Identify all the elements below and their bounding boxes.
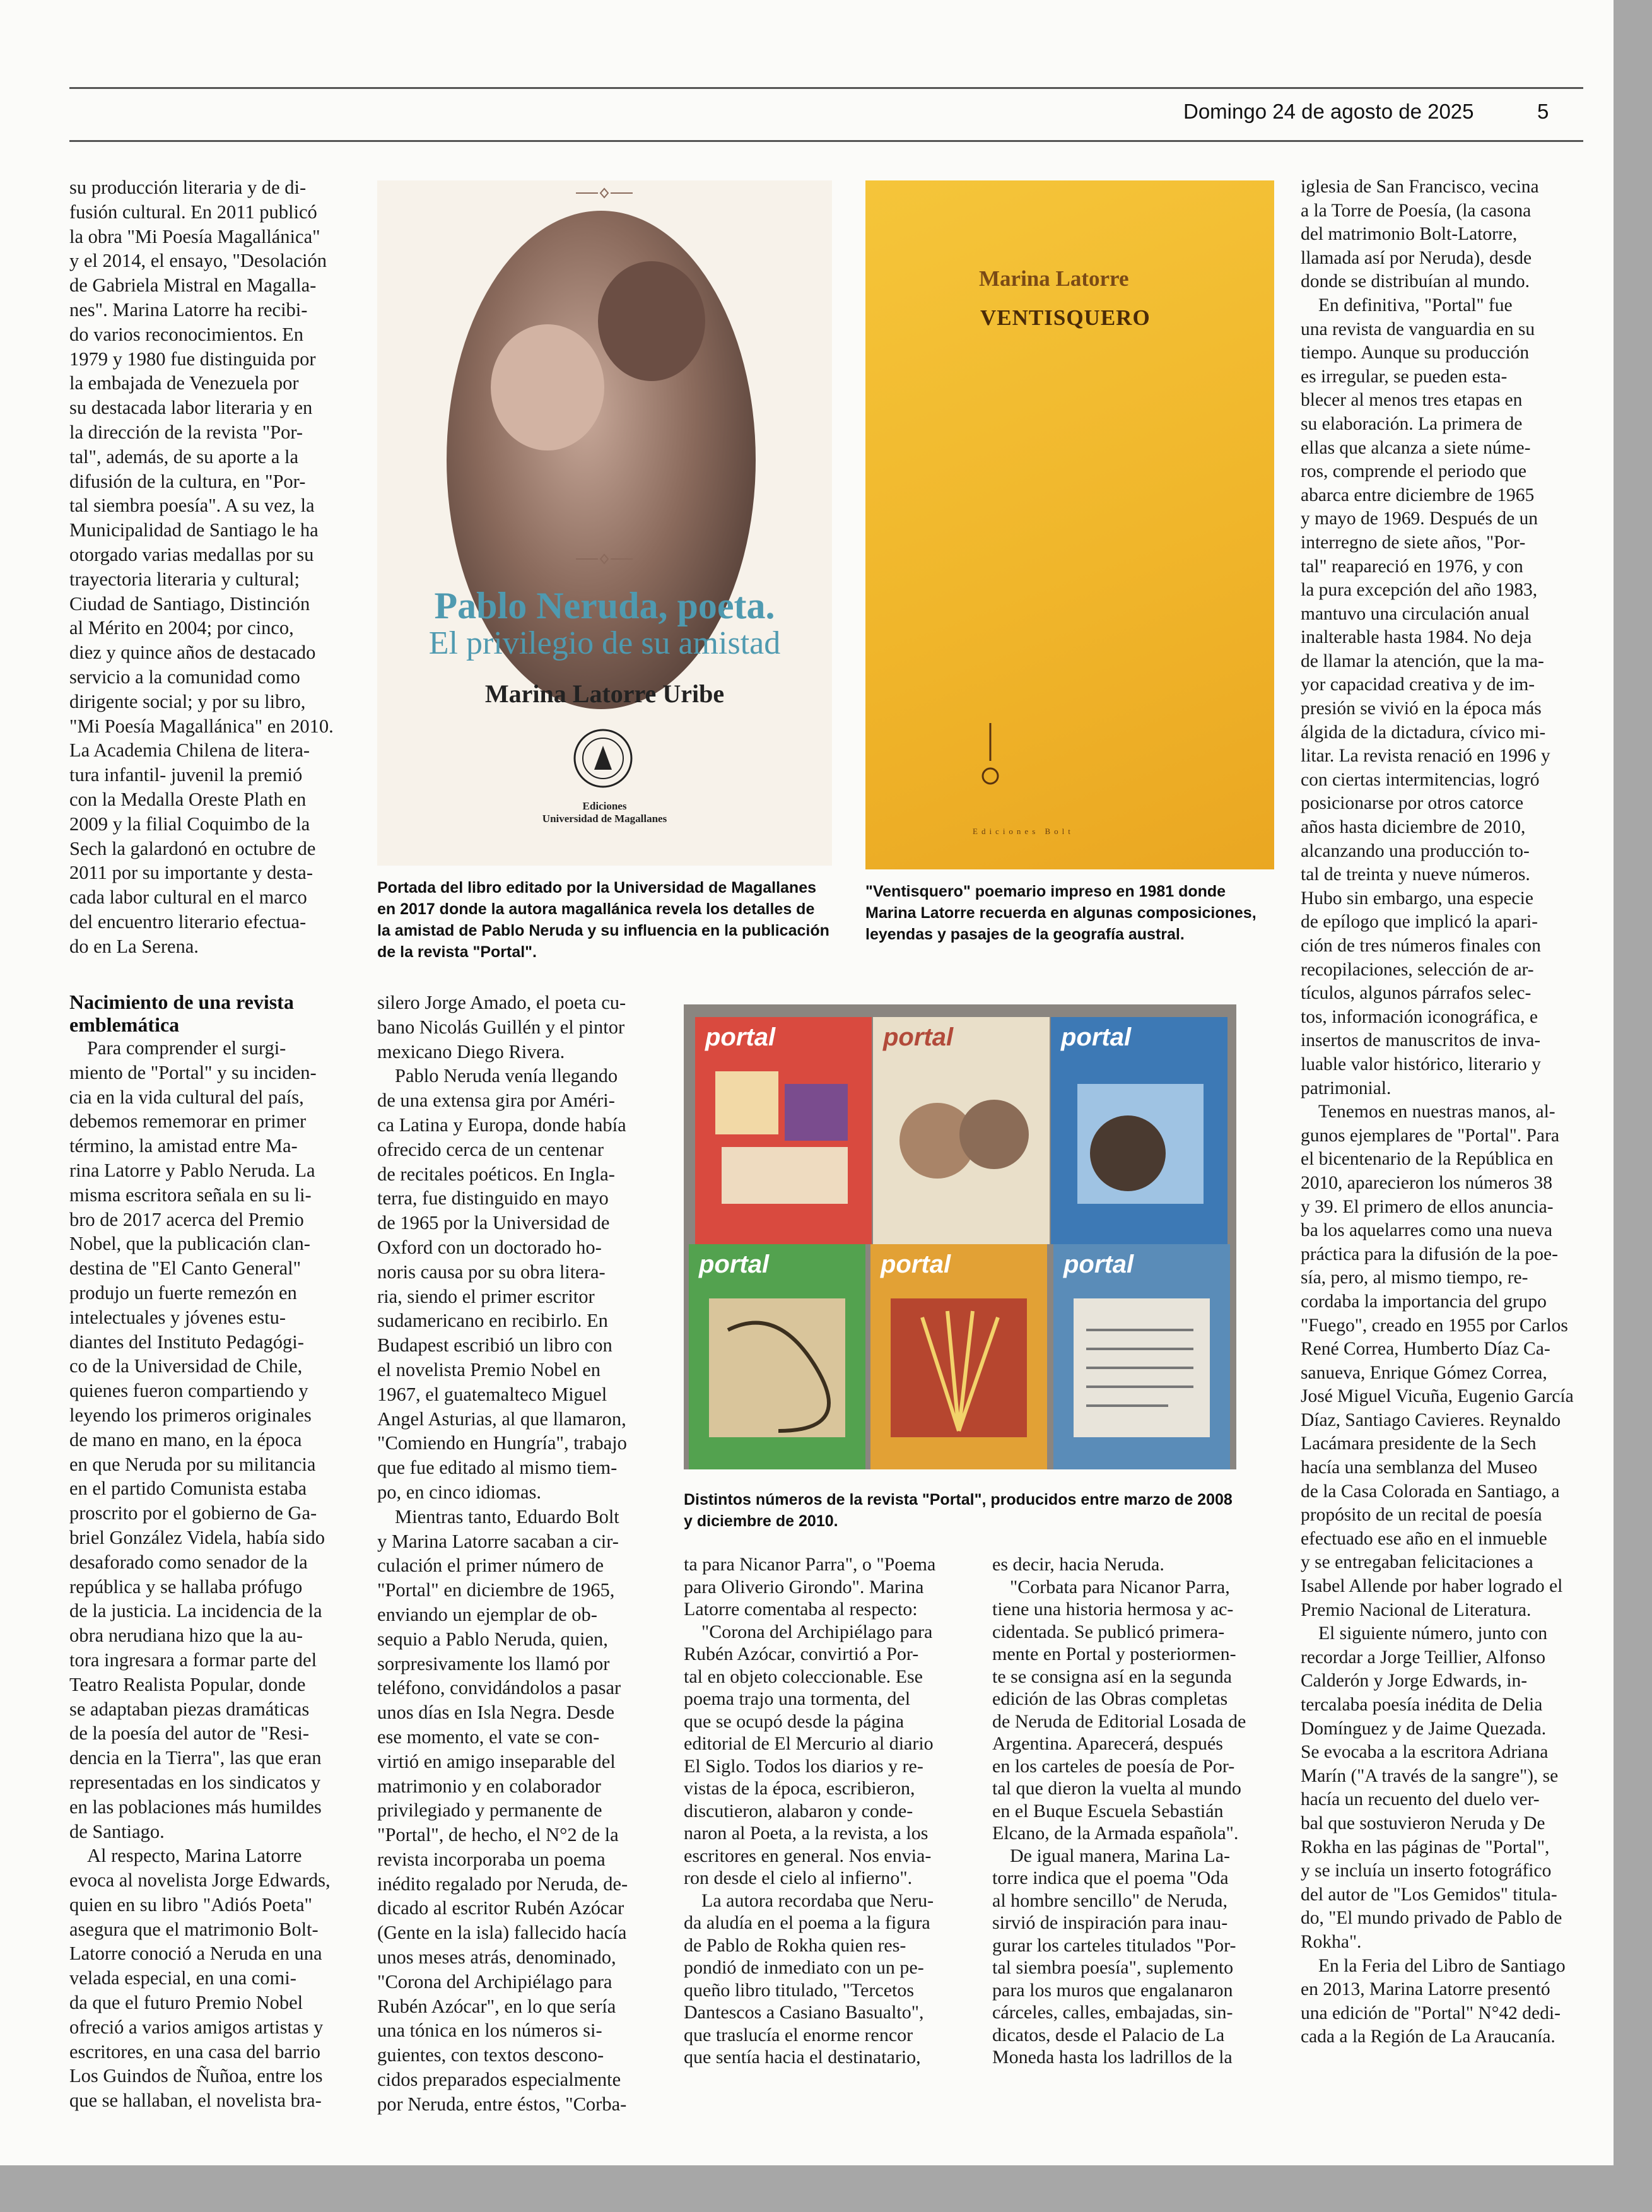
figure2-caption <box>865 881 1282 945</box>
header-bottom-rule <box>69 140 1583 142</box>
portrait-art-icon <box>887 1065 1036 1216</box>
page-number: 5 <box>1537 100 1549 123</box>
col1-paragraph-3: Al respecto, Marina Latorre evoca al novelista Jorge Edwards, quien en su libro "Adiós Poeta" asegura que el matrimonio Bolt- Latorre conoció a Neruda en una velada especial, en una comi- da que el futuro Premio Nobel ofreció a varios amigos artistas y escritores, en una casa del barrio Los Guindos de Ñuñoa, entre los que se hallaban, el novelista bra- <box>69 1845 331 2112</box>
col3-paragraph-2: "Corona del Archipiélago para Rubén Azócar, convirtió a Por- tal en objeto coleccionable. Ese poema trajo una tormenta, del que se ocupó desde la página editorial de El Mercurio al diario El Siglo. Todos los diarios y re- vistas de la época, escribieron, discutieron, alabaron y conde- naron al Poeta, a la revista, a los escritores en general. Nos envia- ron desde el cielo al infierno". <box>684 1621 934 1888</box>
magazine-cover-2 <box>873 1017 1050 1244</box>
col2-paragraph-1: silero Jorge Amado, el poeta cu- bano Nicolás Guillén y el pintor mexicano Diego Rivera. <box>377 992 626 1062</box>
figure3-caption <box>684 1489 1251 1532</box>
book-title: Pablo Neruda, poeta. <box>434 585 775 627</box>
col3-paragraph-1: ta para Nicanor Parra", o "Poema para Oliverio Girondo". Marina Latorre comentaba al respecto: <box>684 1554 936 1620</box>
book2-publisher: Ediciones Bolt <box>973 827 1074 836</box>
magazine-4-masthead: portal <box>699 1250 770 1278</box>
column-1-lower <box>69 991 354 2113</box>
sketch-face-icon <box>703 1292 852 1444</box>
magazine-2-masthead: portal <box>883 1023 954 1051</box>
col5-paragraph-5: En la Feria del Libro de Santiago en 2013, Marina Latorre presentó una edición de "Portal" N°42 dedi- cada a la Región de La Araucanía. <box>1301 1955 1566 2047</box>
book-publisher: Ediciones Universidad de Magallanes <box>542 800 667 825</box>
magazine-cover-4 <box>689 1244 865 1469</box>
column-4 <box>992 1553 1276 2069</box>
header-top-rule <box>69 87 1583 89</box>
magazine-1-masthead: portal <box>705 1023 776 1051</box>
column-1 <box>69 175 354 959</box>
bolt-logo-icon <box>971 723 1009 786</box>
magazine-5-masthead: portal <box>881 1250 951 1278</box>
collage-art-icon <box>709 1065 858 1216</box>
book-subtitle: El privilegio de su amistad <box>428 625 781 661</box>
magazine-cover-3 <box>1051 1017 1227 1244</box>
section-subhead: Nacimiento de una revista emblemática <box>69 991 294 1036</box>
col5-paragraph-4: El siguiente número, junto con recordar a Jorge Teillier, Alfonso Calderón y Jorge Edwards, in- tercalaba poesía inédita de Delia Domínguez y de Jaime Quezada. Se evocaba a la escritora Adriana Marín ("A través de la sangre"), se hacía un recuento del duelo ver- bal que sostuvieron Neruda y De Rokha en las páginas de "Portal", y se incluía un inserto fotográfico del autor de "Los Gemidos" titula- do, "El mundo privado de Pablo de Rokha". <box>1301 1623 1562 1952</box>
col2-paragraph-2: Pablo Neruda venía llegando de una extensa gira por Améri- ca Latina y Europa, donde había ofrecido cerca de un centenar de recitales poéticos. En Ingla- terra, fue distinguido en mayo de 1965 por la Universidad de Oxford con un doctorado ho- noris causa por su obra litera- ria, siendo el primer escritor sudamericano en recibirlo. En Budapest escribió un libro con el novelista Premio Nobel en 1967, el guatemalteco Miguel Angel Asturias, al que llamaron, "Comiendo en Hungría", trabajo que fue editado al mismo tiem- po, en cinco idiomas. <box>377 1065 627 1503</box>
col1-paragraph-1: su producción literaria y de di- fusión cultural. En 2011 publicó la obra "Mi Poesía Magallánica" y el 2014, el ensayo, "Desolación de Gabriela Mistral en Magalla- nes". Marina Latorre ha recibi- do varios reconocimientos. En 1979 y 1980 fue distinguida por la embajada de Venezuela por su destacada labor literaria y en la dirección de la revista "Por- tal", además, de su aporte a la difusión de la cultura, en "Por- tal siembra poesía". A su vez, la Municipalidad de Santiago le ha otorgado varias medallas por su trayectoria literaria y cultural; Ciudad de Santiago, Distinción al Mérito en 2004; por cinco, diez y quince años de destacado servicio a la comunidad como dirigente social; y por su libro, "Mi Poesía Magallánica" en 2010. La Academia Chilena de litera- tura infantil- juvenil la premió con la Medalla Oreste Plath en 2009 y la filial Coquimbo de la Sech la galardonó en octubre de 2011 por su importante y desta- cada labor cultural en el marco del encuentro literario efectua- do en La Serena. <box>69 177 334 957</box>
col5-paragraph-1: iglesia de San Francisco, vecina a la Torre de Poesía, (la casona del matrimonio Bolt-Latorre, llamada así por Neruda), desde donde se distribuían al mundo. <box>1301 177 1539 292</box>
column-2 <box>377 991 661 2117</box>
wheat-art-icon <box>884 1292 1033 1444</box>
figure1-caption-text: Portada del libro editado por la Universidad de Magallanes en 2017 donde la autora magallánica revela los detalles de la amistad de Pablo Neruda y su influencia en la publicación de la revista "Portal". <box>377 879 829 961</box>
col4-paragraph-1: es decir, hacia Neruda. <box>992 1554 1164 1575</box>
face-art-icon <box>1065 1065 1214 1216</box>
figure2-caption-text: "Ventisquero" poemario impreso en 1981 donde Marina Latorre recuerda en algunas composiciones, leyendas y pasajes de la geografía austral. <box>865 883 1257 943</box>
figure1-caption <box>377 877 838 963</box>
book2-title: VENTISQUERO <box>980 305 1151 330</box>
column-3 <box>684 1553 968 2069</box>
col5-paragraph-2: En definitiva, "Portal" fue una revista de vanguardia en su tiempo. Aunque su producción es irregular, se pueden esta- blecer al menos tres etapas en su elaboración. La primera de ellas que alcanza a siete núme- ros, comprende el periodo que abarca entre diciembre de 1965 y mayo de 1969. Después de un interregno de siete años, "Por- tal" reapareció en 1976, y con la pura excepción del año 1983, mantuvo una circulación anual inalterable hasta 1984. No deja de llamar la atención, que la ma- yor capacidad creativa y de im- presión se vivió en la época más álgida de la dictadura, cívico mi- litar. La revista renació en 1996 y con ciertas intermitencias, logró posicionarse por otros catorce años hasta diciembre de 2010, alcanzando una producción to- tal de treinta y nueve números. Hubo sin embargo, una especie de epílogo que implicó la apari- ción de tres números finales con recopilaciones, selección de ar- tículos, algunos párrafos selec- tos, información iconográfica, e insertos de manuscritos de inva- luable valor histórico, literario y patrimonial. <box>1301 295 1550 1098</box>
ornament-top-icon <box>573 187 636 199</box>
book2-author: Marina Latorre <box>979 266 1129 291</box>
text-page-icon <box>1067 1292 1216 1444</box>
magazine-cover-5 <box>870 1244 1047 1469</box>
book-author: Marina Latorre Uribe <box>484 679 725 708</box>
col4-paragraph-2: "Corbata para Nicanor Parra, tiene una historia hermosa y ac- cidentada. Se publicó primera- mente en Portal y posteriormen- te se consigna así en la segunda edición de las Obras completas de Neruda de Editorial Losada de Argentina. Aparecerá, después en los carteles de poesía de Por- tal que dieron la vuelta al mundo en el Buque Escuela Sebastián Elcano, de la Armada española". <box>992 1576 1246 1844</box>
col2-paragraph-3: Mientras tanto, Eduardo Bolt y Marina Latorre sacaban a cir- culación el primer número de "Portal" en diciembre de 1965, enviando un ejemplar de ob- sequio a Pablo Neruda, quien, sorpresivamente los llamó por teléfono, convidándolos a pasar unos días en Isla Negra. Desde ese momento, el vate se con- virtió en amigo inseparable del matrimonio y en colaborador privilegiado y permanente de "Portal", de hecho, el N°2 de la revista incorporaba un poema inédito regalado por Neruda, de- dicado al escritor Rubén Azócar (Gente en la isla) fallecido hacía unos meses atrás, denominado, "Corona del Archipiélago para Rubén Azócar", en lo que sería una tónica en los números si- guientes, con textos descono- cidos preparados especialmente por Neruda, entre éstos, "Corba- <box>377 1505 628 2115</box>
figure3-caption-text: Distintos números de la revista "Portal", producidos entre marzo de 2008 y diciembre de 2010. <box>684 1491 1233 1530</box>
ornament-bottom-icon <box>573 553 636 565</box>
book-cover-neruda <box>377 180 832 866</box>
col3-paragraph-3: La autora recordaba que Neru- da aludía en el poema a la figura de Pablo de Rokha quien res- pondió de inmediato con un pe- queño libro titulado, "Tercetos Dantescos a Casiano Basualto", que traslucía el enorme rencor que sentía hacia el destinatario, <box>684 1890 934 2068</box>
column-5 <box>1301 175 1585 2049</box>
book-cover-ventisquero <box>865 180 1274 869</box>
col4-paragraph-3: De igual manera, Marina La- torre indica que el poema "Oda al hombre sencillo" de Neruda, sirvió de inspiración para inau- gurar los carteles titulados "Por- tal siembra poesía", suplemento para los muros que engalanaron cárceles, calles, embajadas, sin- dicatos, desde el Palacio de La Moneda hasta los ladrillos de la <box>992 1845 1236 2068</box>
header-date: Domingo 24 de agosto de 2025 <box>1183 100 1474 123</box>
magazine-cover-6 <box>1053 1244 1230 1469</box>
col1-paragraph-2: Para comprender el surgi- miento de "Portal" y su inciden- cia en la vida cultural del país, debemos rememorar en primer término, la amistad entre Ma- rina Latorre y Pablo Neruda. La misma escritora señala en su li- bro de 2017 acerca del Premio Nobel, que la publicación clan- destina de "El Canto General" produjo un fuerte remezón en intelectuales y jóvenes estu- diantes del Instituto Pedagógi- co de la Universidad de Chile, quienes fueron compartiendo y leyendo los primeros originales de mano en mano, en la época en que Neruda por su militancia en el partido Comunista estaba proscrito por el gobierno de Ga- briel González Videla, había sido desaforado como senador de la república y se hallaba prófugo de la justicia. La incidencia de la obra nerudiana hizo que la au- tora ingresara a formar parte del Teatro Realista Popular, donde se adaptaban piezas dramáticas de la poesía del autor de "Resi- dencia en la Tierra", las que eran representadas en los sindicatos y en las poblaciones más humildes de Santiago. <box>69 1037 325 1842</box>
magazine-6-masthead: portal <box>1063 1250 1134 1278</box>
university-seal-icon <box>573 728 633 789</box>
magazine-3-masthead: portal <box>1061 1023 1132 1051</box>
col5-paragraph-3: Tenemos en nuestras manos, al- gunos ejemplares de "Portal". Para el bicentenario de la República en 2010, aparecieron los números 38 y 39. El primero de ellos anuncia- ba los aquelarres como una nueva práctica para la difusión de la poe- sía, pero, al mismo tiempo, re- cordaba la importancia del grupo "Fuego", creado en 1955 por Carlos René Correa, Humberto Díaz Ca- sanueva, Enrique Gómez Correa, José Miguel Vicuña, Eugenio García Díaz, Santiago Cavieres. Reynaldo Lacámara presidente de la Sech hacía una semblanza del Museo de la Casa Colorada en Santiago, a propósito de un recital de poesía efectuado ese año en el inmueble y se entregaban felicitaciones a Isabel Allende por haber logrado el Premio Nacional de Literatura. <box>1301 1102 1574 1620</box>
portal-magazines-photo <box>684 1004 1236 1469</box>
magazine-cover-1 <box>695 1017 872 1244</box>
